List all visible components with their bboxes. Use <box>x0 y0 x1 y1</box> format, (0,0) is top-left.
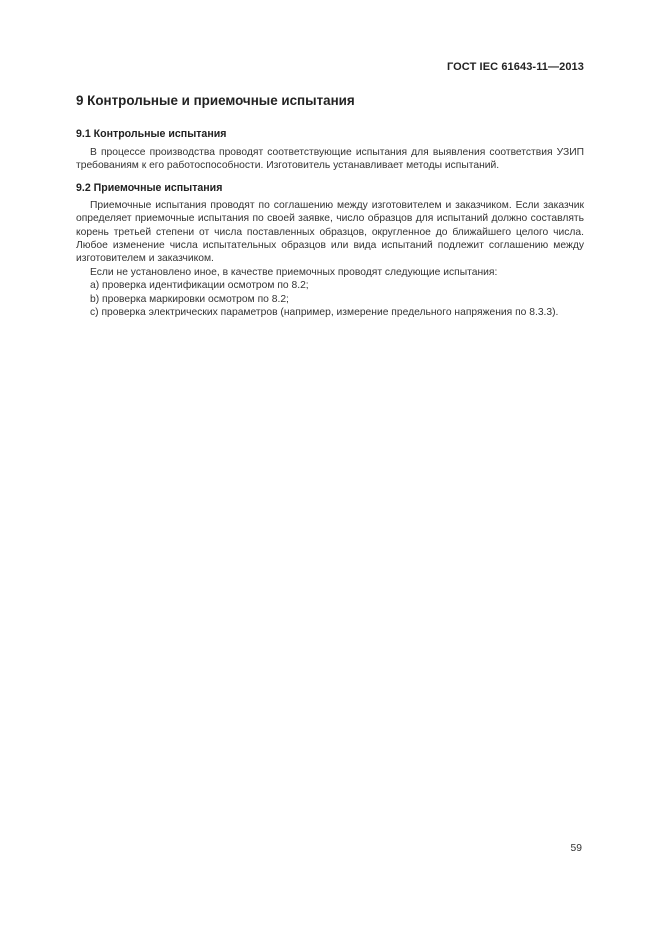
page-number: 59 <box>570 843 582 854</box>
document-body <box>76 92 584 319</box>
document-code: ГОСТ IEC 61643-11—2013 <box>446 61 584 73</box>
subsection-title-9-1: 9.1 Контрольные испытания <box>76 128 227 140</box>
subsection-title-9-2: 9.2 Приемочные испытания <box>76 181 223 194</box>
list-item: c) проверка электрических параметров (например, измерение предельного напряжения по 8.3.3). <box>90 307 559 319</box>
section-title: 9 Контрольные и приемочные испытания <box>76 93 355 108</box>
list-item: a) проверка идентификации осмотром по 8.2; <box>90 280 309 292</box>
subsection-paragraph-9-1: В процессе производства проводят соответствующие испытания для выявления соответствия УЗИП требованиям к его работоспособности. Изготовитель устанавливает методы испытаний. <box>76 147 584 172</box>
list-item: b) проверка маркировки осмотром по 8.2; <box>90 293 289 305</box>
list-intro: Если не установлено иное, в качестве приемочных проводят следующие испытания: <box>90 266 498 278</box>
subsection-paragraph-9-2: Приемочные испытания проводят по соглашению между изготовителем и заказчиком. Если заказчик определяет приемочные испытания по своей заявке, число образцов для испытаний должно составлять корень третьей степени от числа поставленных образцов, округленное до ближайшего целого числа. Любое изменение числа испытательных образцов или вида испытаний подлежит соглашению между изготовителем и заказчиком. <box>76 199 584 265</box>
